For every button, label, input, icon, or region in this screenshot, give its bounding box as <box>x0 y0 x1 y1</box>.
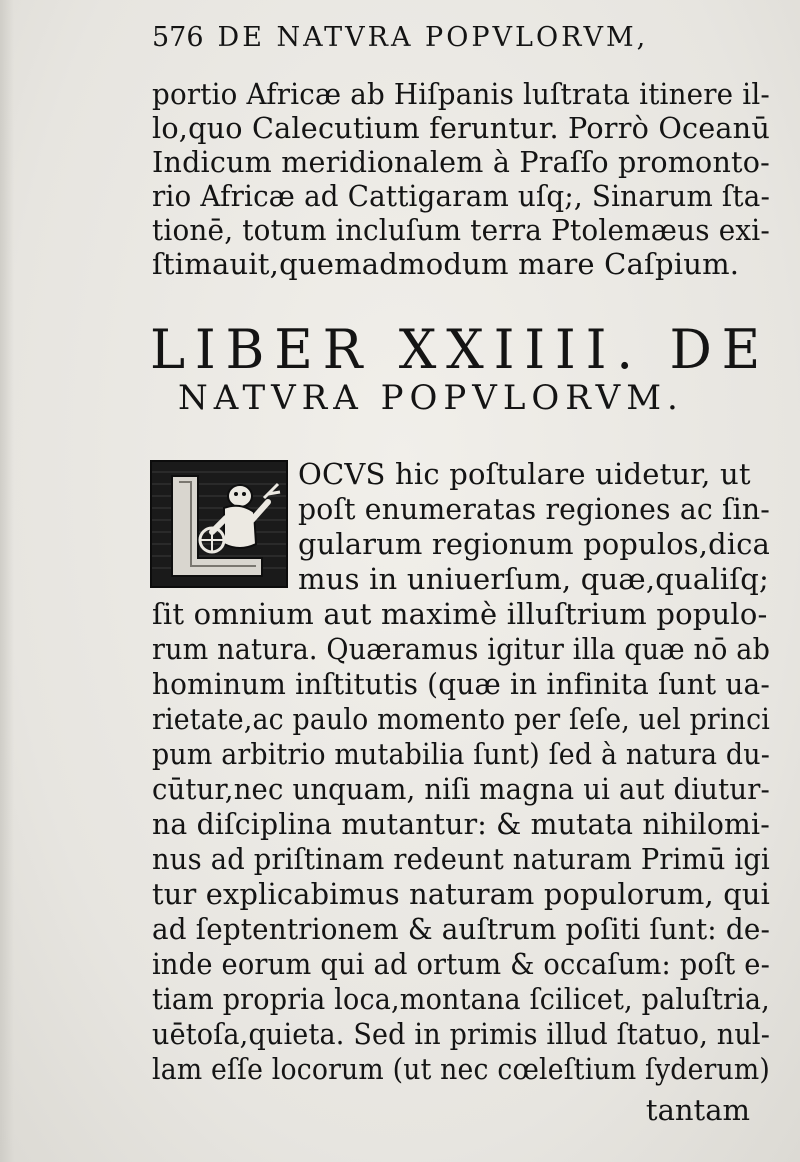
text-line: poſt enumeratas regiones ac ſin- <box>298 492 771 526</box>
woodcut-initial-L-monkey-icon <box>152 462 286 586</box>
text-line: ad ſeptentrionem & auſtrum poſiti ſunt: de- <box>152 912 771 946</box>
text-line: lam eſſe locorum (ut nec cœleſtium ſyderum) <box>152 1052 770 1086</box>
chapter-title-line2: NATVRA POPVLORVM. <box>178 378 684 418</box>
text-line: hominum inſtitutis (quæ in infinita ſunt ua- <box>152 667 771 701</box>
text-line: mus in uniuerſum, quæ,qualiſq; <box>298 562 769 596</box>
text-line: rum natura. Quæramus igitur illa quæ nō ab <box>152 632 771 666</box>
text-line: tiam propria loca,montana ſcilicet, paluſtria, <box>152 982 770 1016</box>
text-line: tur explicabimus naturam populorum, qui <box>152 877 770 911</box>
text-line: tionē, totum incluſum terra Ptolemæus exi- <box>152 213 770 247</box>
running-title: DE NATVRA POPVLORVM, <box>217 22 649 53</box>
running-header <box>152 22 648 53</box>
text-line: inde eorum qui ad ortum & occaſum: poſt e- <box>152 947 771 981</box>
text-line: cūtur,nec unquam, niſi magna ui aut diutur- <box>152 772 770 806</box>
page-number: 576 <box>152 22 204 53</box>
page-gutter-shadow <box>0 0 14 1162</box>
text-line: OCVS hic poſtulare uidetur, ut <box>298 457 751 491</box>
text-line: rietate,ac paulo momento per ſeſe, uel princi <box>152 702 770 736</box>
drop-cap-initial <box>150 460 288 588</box>
text-line: uētoſa,quieta. Sed in primis illud ſtatuo, nul- <box>152 1017 771 1051</box>
text-line: gularum regionum populos,dica <box>298 527 770 561</box>
text-line: Indicum meridionalem à Praſſo promonto- <box>152 145 770 179</box>
text-line: ſtimauit,quemadmodum mare Caſpium. <box>152 247 740 281</box>
catchword: tantam <box>645 1093 750 1127</box>
text-line: lo,quo Calecutium feruntur. Porrò Oceanū <box>152 111 770 145</box>
text-line: portio Africæ ab Hiſpanis luſtrata itinere il- <box>152 77 770 111</box>
chapter-title-line1: LIBER XXIIII. DE <box>150 318 771 381</box>
text-line: ſit omnium aut maximè illuſtrium populo- <box>152 597 768 631</box>
text-line: na diſciplina mutantur: & mutata nihilomi- <box>152 807 770 841</box>
text-line: rio Africæ ad Cattigaram uſq;, Sinarum ſta- <box>152 179 771 213</box>
text-line: pum arbitrio mutabilia ſunt) ſed à natura du- <box>152 737 771 771</box>
text-line: nus ad priſtinam redeunt naturam Primū igi <box>152 842 770 876</box>
